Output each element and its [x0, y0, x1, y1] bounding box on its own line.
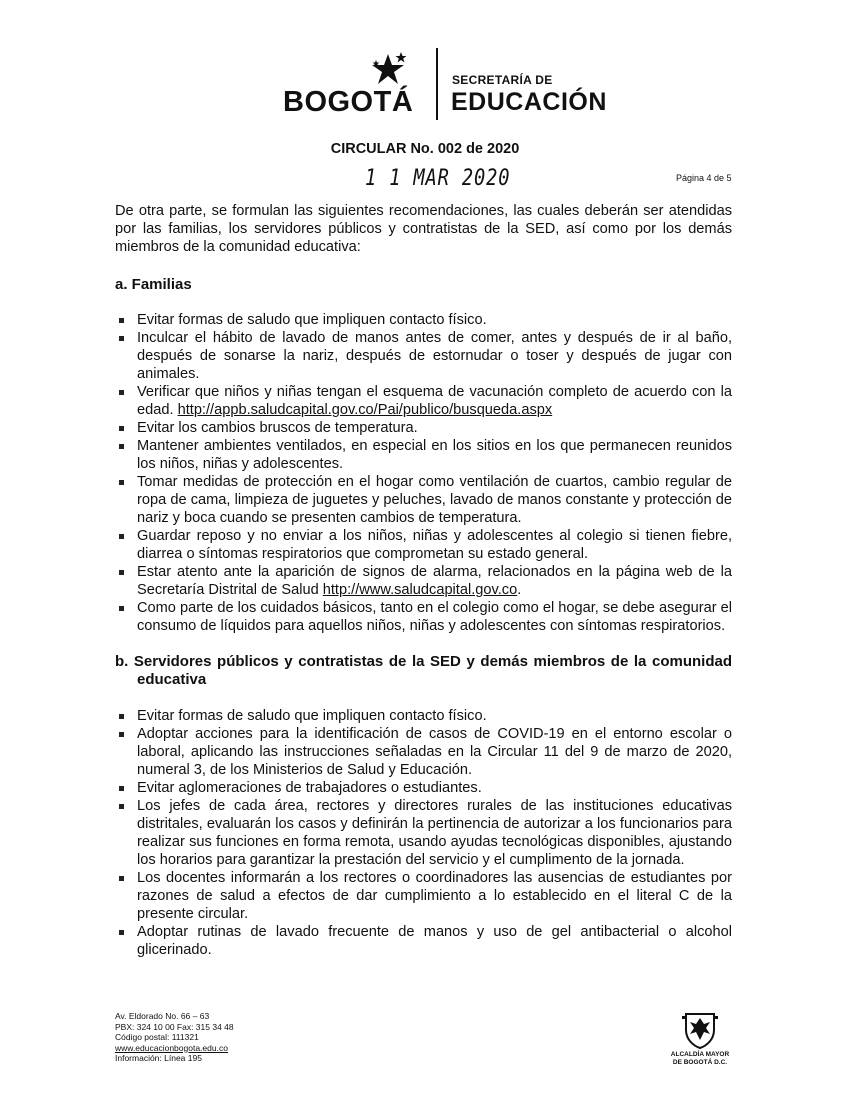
bogota-logo [283, 80, 428, 120]
section-b-heading: b. Servidores públicos y contratistas de la SED y demás miembros de la comunidad educativa [115, 653, 732, 688]
footer-website-link[interactable]: www.educacionbogota.edu.co [115, 1042, 228, 1053]
list-item: Tomar medidas de protección en el hogar como ventilación de cuartos, cambio regular de ropa de cama, limpieza de juguetes y peluches, lavado de manos constante y protección de nariz y boca cuando se presenten cambios de temperatura. [115, 473, 732, 527]
list-item: Estar atento ante la aparición de signos de alarma, relacionados en la página web de la Secretaría Distrital de Salud http://www.saludcapital.gov.co. [115, 563, 732, 599]
alcaldia-label: ALCALDÍA MAYOR DE BOGOTÁ D.C. [670, 1051, 730, 1066]
footer-postal: Código postal: 111321 [115, 1032, 199, 1042]
vacunacion-link[interactable]: http://appb.saludcapital.gov.co/Pai/publico/busqueda.aspx [177, 402, 553, 418]
list-item: Verificar que niños y niñas tengan el esquema de vacunación completo de acuerdo con la edad. http://appb.saludcapital.gov.co/Pai/publico/busqueda.aspx [115, 383, 732, 419]
footer-phone: PBX: 324 10 00 Fax: 315 34 48 [115, 1021, 234, 1032]
star-logo-icon [368, 52, 408, 86]
bogota-crest-icon [680, 1010, 720, 1050]
logo-bogota-text: BOGOTÁ [283, 86, 414, 118]
saludcapital-link[interactable]: http://www.saludcapital.gov.co [322, 582, 518, 598]
list-item: Guardar reposo y no enviar a los niños, niñas y adolescentes al colegio si tienen fiebre, diarrea o síntomas respiratorios que comprometan su estado general. [115, 527, 732, 563]
footer-info-line: Información: Línea 195 [115, 1053, 202, 1063]
list-item: Adoptar acciones para la identificación de casos de COVID-19 en el entorno escolar o laboral, aplicando las instrucciones señaladas en la Circular 11 del 9 de marzo de 2020, numeral 3, de los Ministerios de Salud y Educación. [115, 725, 732, 779]
list-item: Evitar los cambios bruscos de temperatura. [115, 419, 732, 437]
document-body [115, 202, 732, 959]
list-item: Evitar aglomeraciones de trabajadores o estudiantes. [115, 779, 732, 797]
list-item: Evitar formas de saludo que impliquen contacto físico. [115, 707, 732, 725]
list-item: Los docentes informarán a los rectores o coordinadores las ausencias de estudiantes por razones de salud a efectos de dar cumplimiento a lo establecido en el literal C de la presente circular. [115, 869, 732, 923]
list-item: Los jefes de cada área, rectores y directores rurales de las instituciones educativas distritales, evaluarán los casos y definirán la pertinencia de autorizar a los funcionarios para realizar sus funciones en forma remota, usando ayudas tecnológicas disponibles, ajustando los horarios para garantizar la prestación del servicio y el cumplimento de la jornada. [115, 797, 732, 869]
footer-address-block [115, 1011, 234, 1064]
date-stamp: 1 1 MAR 2020 [365, 166, 511, 191]
logo-divider [436, 48, 438, 120]
list-item: Inculcar el hábito de lavado de manos antes de comer, antes y después de ir al baño, después de sonarse la nariz, después de estornudar o toser y después de jugar con animales. [115, 329, 732, 383]
list-item: Mantener ambientes ventilados, en especial en los sitios en los que permanecen reunidos los niños, niñas y adolescentes. [115, 437, 732, 473]
page-number: Página 4 de 5 [676, 173, 732, 183]
list-item: Evitar formas de saludo que impliquen contacto físico. [115, 311, 732, 329]
section-a-heading: a. Familias [115, 276, 192, 293]
footer-address: Av. Eldorado No. 66 – 63 [115, 1011, 210, 1021]
logo-secretaria-text: SECRETARÍA DE [452, 73, 553, 87]
circular-title: CIRCULAR No. 002 de 2020 [330, 141, 520, 157]
logo-educacion-text: EDUCACIÓN [451, 88, 607, 116]
intro-paragraph: De otra parte, se formulan las siguientes recomendaciones, las cuales deberán ser atendidas por las familias, los servidores públicos y contratistas de la SED, así como por los demás miembros de la comunidad educativa: [115, 203, 732, 255]
section-a-list [115, 311, 732, 635]
list-item: Como parte de los cuidados básicos, tanto en el colegio como el hogar, se debe asegurar el consumo de líquidos para aquellos niños, niñas y adolescentes con síntomas respiratorios. [115, 599, 732, 635]
section-b-list [115, 707, 732, 959]
list-item: Adoptar rutinas de lavado frecuente de manos y uso de gel antibacterial o alcohol glicerinado. [115, 923, 732, 959]
